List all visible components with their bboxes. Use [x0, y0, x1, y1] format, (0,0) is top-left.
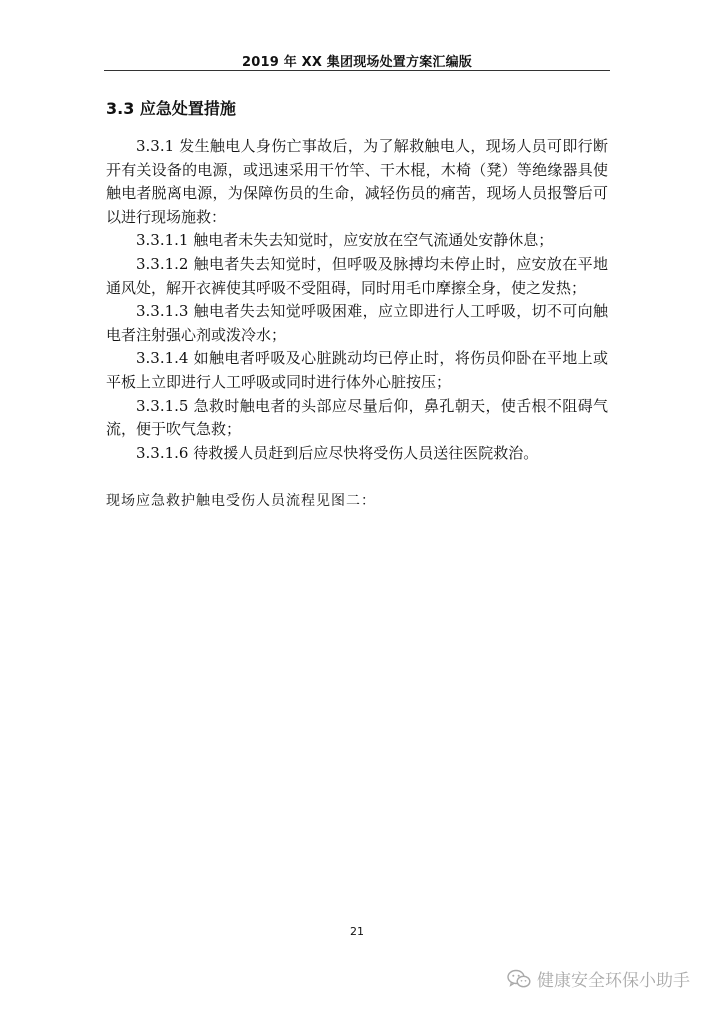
- paragraph-3-3-1-5: 3.3.1.5 急救时触电者的头部应尽量后仰，鼻孔朝天，使舌根不阻碍气流，便于吹气急救；: [106, 396, 608, 439]
- watermark: [507, 966, 690, 991]
- document-header-title: 2019 年 XX 集团现场处置方案汇编版: [241, 55, 472, 70]
- header-divider: [104, 70, 610, 71]
- section-body: [106, 135, 608, 465]
- paragraph-3-3-1: 3.3.1 发生触电人身伤亡事故后，为了解救触电人，现场人员可即行断开有关设备的电源，或迅速采用干竹竿、干木棍，木椅（凳）等绝缘器具使触电者脱离电源，为保障伤员的生命，减轻伤员的痛苦，现场人员报警后可以进行现场施救：: [106, 137, 608, 226]
- section-heading: 3.3 应急处置措施: [106, 99, 236, 118]
- paragraph-3-3-1-1: 3.3.1.1 触电者未失去知觉时，应安放在空气流通处安静休息；: [136, 231, 554, 250]
- watermark-text: 健康安全环保小助手: [537, 971, 690, 991]
- wechat-icon: [507, 969, 531, 989]
- paragraph-3-3-1-4: 3.3.1.4 如触电者呼吸及心脏跳动均已停止时，将伤员仰卧在平地上或平板上立即进行人工呼吸或同时进行体外心脏按压；: [106, 349, 608, 391]
- page-number: 21: [350, 925, 364, 938]
- flowchart-reference-note: 现场应急救护触电受伤人员流程见图二：: [106, 493, 376, 509]
- paragraph-3-3-1-2: 3.3.1.2 触电者失去知觉时，但呼吸及脉搏均未停止时，应安放在平地通风处，解开衣裤使其呼吸不受阻碍，同时用毛巾摩擦全身，使之发热；: [106, 254, 608, 297]
- paragraph-3-3-1-3: 3.3.1.3 触电者失去知觉呼吸困难，应立即进行人工呼吸，切不可向触电者注射强心剂或泼冷水；: [106, 302, 608, 344]
- paragraph-3-3-1-6: 3.3.1.6 待救援人员赶到后应尽快将受伤人员送往医院救治。: [136, 443, 539, 462]
